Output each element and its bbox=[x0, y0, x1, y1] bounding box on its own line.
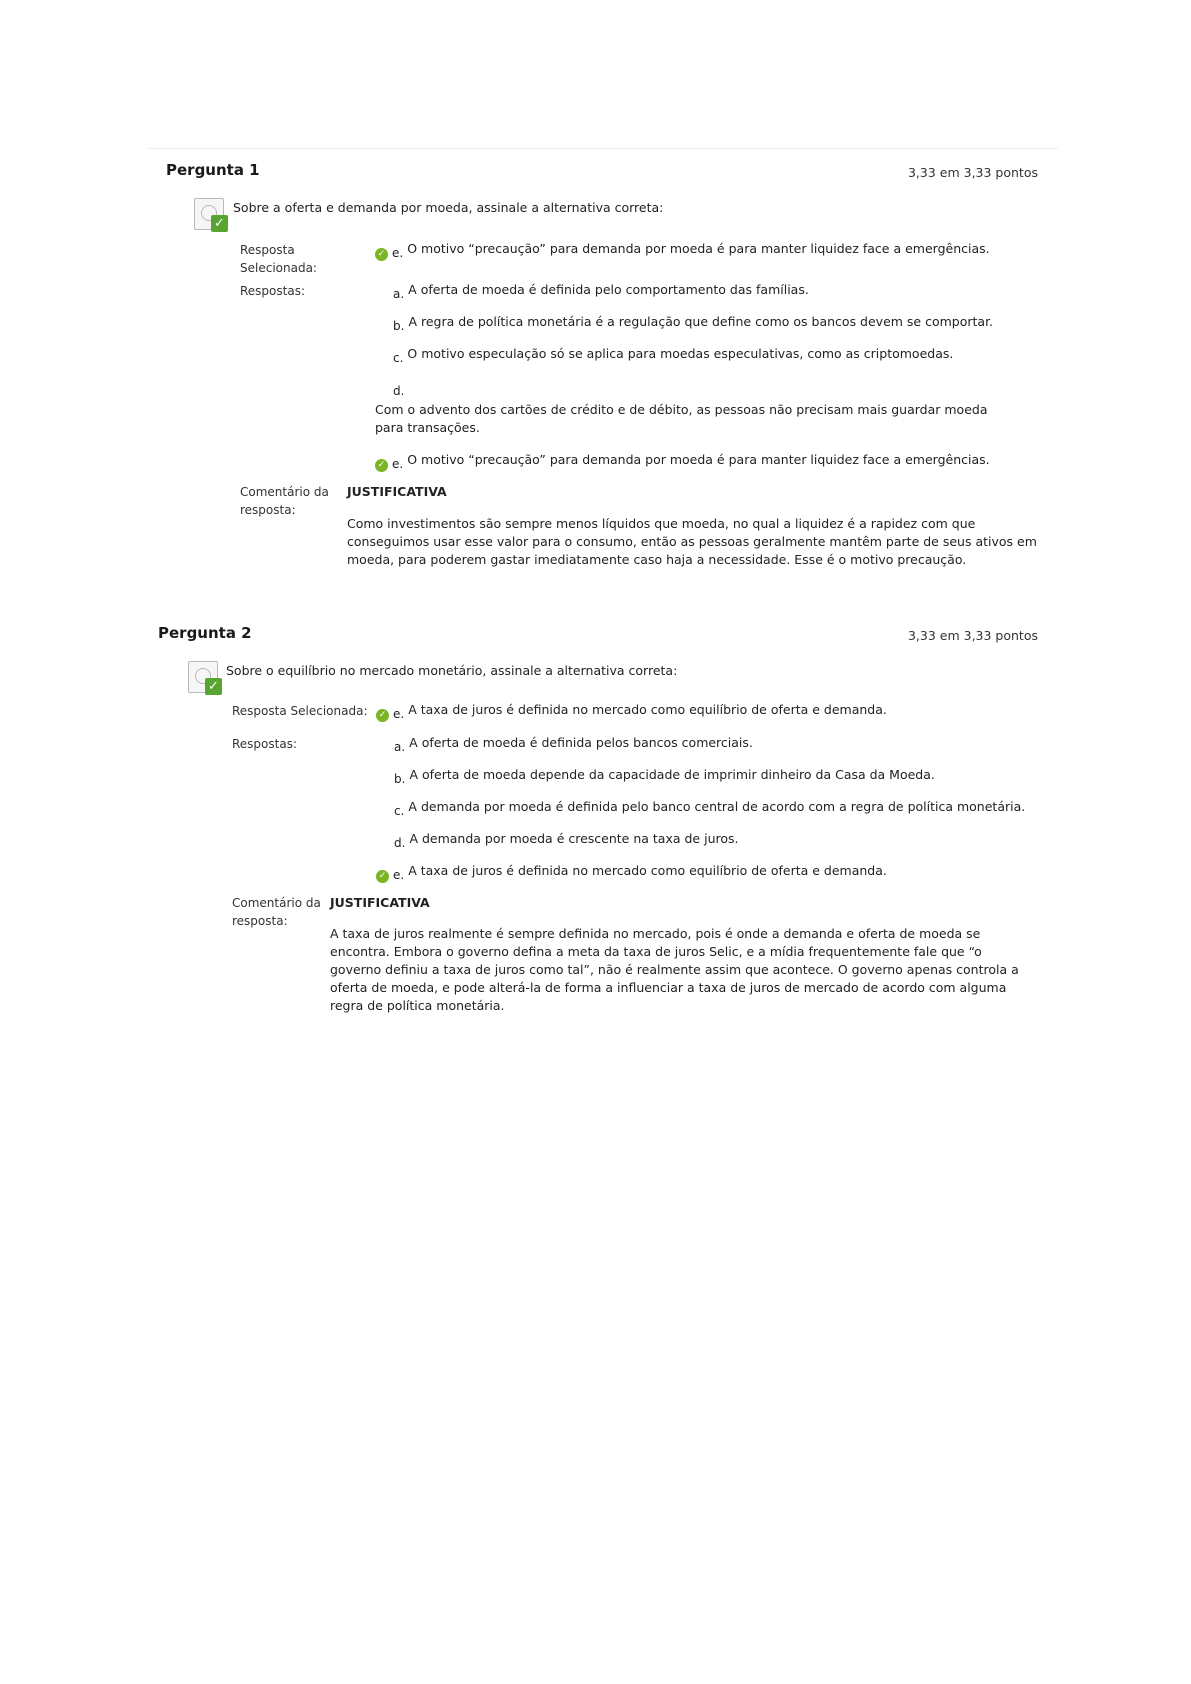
answer-option-d-letter: d. bbox=[393, 384, 405, 398]
justification-text: Como investimentos são sempre menos líquidos que moeda, no qual a liquidez é a rapidez com que conseguimos usar esse valor para o consumo, então as pessoas geralmente mantêm parte de seus ativos em moeda, para poderem gastar imediatamente caso haja a necessidade. Esse é o motivo precaução. bbox=[347, 516, 1037, 567]
justification-text: A taxa de juros realmente é sempre definida no mercado, pois é onde a demanda e oferta de moeda se encontra. Embora o governo defina a meta da taxa de juros Selic, e a mídia frequentemente fale que “o governo definiu a taxa de juros como tal”, não é realmente assim que acontece. O governo apenas controla a oferta de moeda, e pode alterá-la de forma a influenciar a taxa de juros de mercado de acordo com alguma regra de política monetária. bbox=[330, 926, 1019, 1013]
question-title: Pergunta 2 bbox=[158, 624, 252, 642]
question-points: 3,33 em 3,33 pontos bbox=[907, 628, 1038, 643]
selected-answer: ✓ e. O motivo “precaução” para demanda por moeda é para manter liquidez face a emergências. bbox=[375, 241, 990, 261]
question-text: Sobre a oferta e demanda por moeda, assinale a alternativa correta: bbox=[233, 200, 664, 215]
correct-check-icon: ✓ bbox=[376, 709, 389, 722]
question-check-icon: ✓ bbox=[188, 661, 222, 695]
question-title: Pergunta 1 bbox=[166, 161, 260, 179]
correct-check-icon: ✓ bbox=[375, 248, 388, 261]
answer-option-b: b. A regra de política monetária é a regulação que define como os bancos devem se comportar. bbox=[393, 314, 994, 333]
answer-option-d: Com o advento dos cartões de crédito e de débito, as pessoas não precisam mais guardar moeda para transações. bbox=[375, 402, 988, 435]
answers-label: Respostas: bbox=[232, 737, 297, 751]
correct-check-icon: ✓ bbox=[376, 870, 389, 883]
answer-option-c: c. A demanda por moeda é definida pelo banco central de acordo com a regra de política monetária. bbox=[394, 799, 1026, 818]
answer-option-a: a. A oferta de moeda é definida pelo comportamento das famílias. bbox=[393, 282, 809, 301]
question-text: Sobre o equilíbrio no mercado monetário, assinale a alternativa correta: bbox=[226, 663, 678, 678]
question-1 bbox=[148, 148, 1058, 567]
comment-label: Comentário da resposta: bbox=[240, 485, 329, 517]
justification-title: JUSTIFICATIVA bbox=[330, 895, 430, 910]
correct-check-icon: ✓ bbox=[375, 459, 388, 472]
selected-answer-label: Resposta Selecionada: bbox=[232, 704, 368, 718]
justification-title: JUSTIFICATIVA bbox=[347, 484, 447, 499]
answer-option-d: d. A demanda por moeda é crescente na taxa de juros. bbox=[394, 831, 739, 850]
answer-option-b: b. A oferta de moeda depende da capacidade de imprimir dinheiro da Casa da Moeda. bbox=[394, 767, 935, 786]
comment-label: Comentário da resposta: bbox=[232, 896, 321, 928]
answer-option-e: ✓ e. O motivo “precaução” para demanda por moeda é para manter liquidez face a emergências. bbox=[375, 452, 990, 472]
selected-answer: ✓ e. A taxa de juros é definida no mercado como equilíbrio de oferta e demanda. bbox=[376, 702, 887, 722]
question-points: 3,33 em 3,33 pontos bbox=[907, 165, 1038, 180]
answer-option-e: ✓ e. A taxa de juros é definida no mercado como equilíbrio de oferta e demanda. bbox=[376, 863, 887, 883]
answer-option-a: a. A oferta de moeda é definida pelos bancos comerciais. bbox=[394, 735, 753, 754]
selected-answer-label: Resposta Selecionada: bbox=[240, 243, 317, 275]
question-check-icon: ✓ bbox=[194, 198, 228, 232]
answer-option-c: c. O motivo especulação só se aplica para moedas especulativas, como as criptomoedas. bbox=[393, 346, 954, 365]
answers-label: Respostas: bbox=[240, 284, 305, 298]
